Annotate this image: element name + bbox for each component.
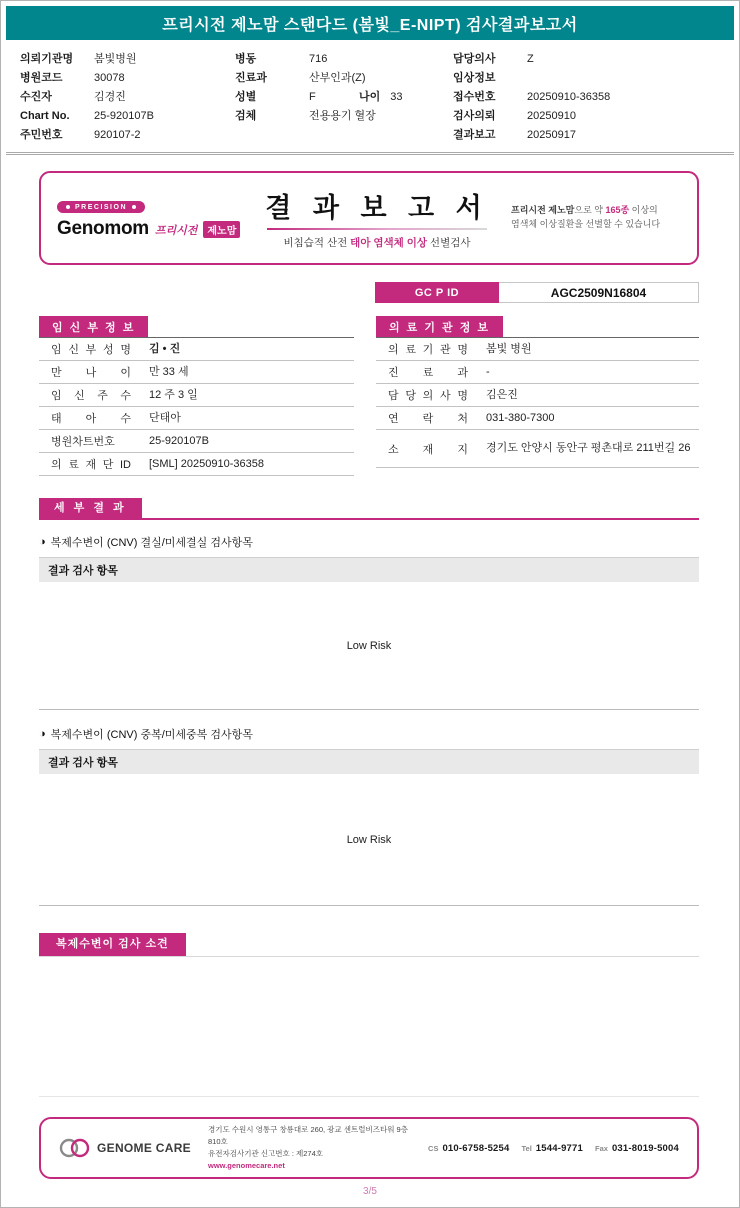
- footer-address-block: [204, 1124, 415, 1172]
- table-row: [376, 430, 699, 468]
- field-value: 716: [309, 53, 328, 65]
- field-label: 담당의사: [453, 53, 496, 65]
- page-title: 프리시전 제노맘 스탠다드 (봄빛_E-NIPT) 검사결과보고서: [6, 6, 734, 40]
- field-label: 나이: [359, 91, 381, 103]
- badge-dot-icon: [132, 205, 136, 209]
- contact-fax: [595, 1143, 679, 1154]
- row-value: 만 33 세: [149, 365, 189, 378]
- field-label: 검체: [235, 110, 257, 122]
- row-label: 임 신 주 수: [51, 390, 131, 402]
- row-value: 단태아: [149, 411, 181, 424]
- contact-cs: [428, 1143, 509, 1154]
- field-value: 20250910-36358: [527, 91, 611, 103]
- row-label: 임 신 부 성 명: [51, 344, 131, 356]
- maternal-info-table: [39, 316, 354, 476]
- contact-value: 031-8019-5004: [611, 1142, 679, 1154]
- cnv-findings-section-header: [39, 933, 699, 956]
- field-label: 성별: [235, 91, 257, 103]
- field-value: 산부인과(Z): [309, 72, 366, 84]
- row-value: 김 • 진: [149, 342, 181, 355]
- report-title-block: [243, 186, 511, 250]
- genomecare-logo-icon: [59, 1137, 91, 1159]
- report-body: [39, 171, 699, 1097]
- row-label: 연 락 처: [388, 413, 468, 425]
- footer-website-link[interactable]: www.genomecare.net: [207, 1161, 285, 1170]
- institution-info-table: [376, 316, 699, 468]
- row-value: 봄빛 병원: [486, 342, 532, 355]
- info-row: [453, 107, 720, 126]
- subtitle-suffix: 선별검사: [427, 237, 471, 249]
- table-row: [376, 407, 699, 430]
- cnv-deletion-table-header: 결과 검사 항목: [39, 557, 699, 582]
- row-value: [SML] 20250910-36358: [149, 457, 264, 470]
- info-row: [20, 50, 235, 69]
- cnv-deletion-heading-text: 복제수변이 (CNV) 결실/미세결실 검사항목: [50, 537, 253, 550]
- field-value: 김경진: [94, 91, 126, 103]
- field-value: 920107-2: [94, 129, 141, 141]
- row-value: -: [486, 365, 490, 378]
- info-row: [20, 69, 235, 88]
- precision-badge-label: PRECISION: [75, 203, 128, 211]
- half-circle-icon: ◑: [39, 536, 46, 549]
- info-tables: [39, 316, 699, 476]
- field-value: 30078: [94, 72, 125, 84]
- gcpid-label: GC P ID: [375, 282, 499, 303]
- table-row: [39, 384, 354, 407]
- report-subtitle: [249, 235, 505, 250]
- field-label: 임상정보: [453, 72, 496, 84]
- cnv-deletion-result: Low Risk: [346, 639, 392, 652]
- field-value: 25-920107B: [94, 110, 154, 122]
- info-row: [235, 69, 453, 88]
- badge-dot-icon: [66, 205, 70, 209]
- contact-label: Fax: [595, 1143, 608, 1153]
- cnv-findings-body: [39, 957, 699, 1097]
- field-label: 수진자: [20, 91, 52, 103]
- row-label: 태 아 수: [51, 413, 131, 425]
- subtitle-highlight: 태아 염색체 이상: [350, 237, 428, 249]
- tagline-rest: 이상의: [629, 205, 658, 216]
- contact-label: Tel: [521, 1143, 532, 1153]
- field-label: 결과보고: [453, 129, 496, 141]
- precision-badge: [57, 201, 145, 213]
- cnv-duplication-table-header: 결과 검사 항목: [39, 749, 699, 774]
- info-row: [20, 126, 235, 145]
- cnv-deletion-result-area: [39, 582, 699, 710]
- contact-tel: [522, 1143, 584, 1154]
- cnv-duplication-result: Low Risk: [346, 833, 392, 846]
- title-underline: [267, 228, 487, 230]
- info-row: [235, 107, 453, 126]
- row-label: 만 나 이: [51, 367, 131, 379]
- cnv-deletion-heading: [39, 534, 699, 550]
- report-tagline: [511, 204, 681, 232]
- footer: [39, 1117, 699, 1179]
- field-value: 20250917: [527, 129, 576, 141]
- info-row: [235, 50, 453, 69]
- gcpid-value: AGC2509N16804: [499, 282, 699, 303]
- tagline-highlight: 165종: [605, 205, 630, 216]
- brand-line: [57, 218, 243, 240]
- footer-contacts: [428, 1143, 679, 1154]
- field-value: 20250910: [527, 110, 576, 122]
- patient-header-col-1: [20, 50, 235, 145]
- field-label: 진료과: [235, 72, 267, 84]
- gcpid-row: [39, 282, 699, 303]
- report-header-card: [39, 171, 699, 265]
- table-row: [39, 407, 354, 430]
- info-row: [20, 88, 235, 107]
- field-label: Chart No.: [20, 110, 70, 122]
- info-row: [20, 107, 235, 126]
- field-value: 전용용기 혈장: [309, 110, 376, 122]
- info-row: [453, 69, 720, 88]
- institution-info-rows: [376, 337, 699, 468]
- table-row: [39, 430, 354, 453]
- contact-value: 1544-9771: [535, 1142, 584, 1154]
- field-label: 검사의뢰: [453, 110, 496, 122]
- field-value: 33: [390, 91, 403, 103]
- info-row: [235, 88, 453, 107]
- subtitle-prefix: 비침습적 산전: [283, 237, 351, 249]
- maternal-info-rows: [39, 337, 354, 476]
- brand-name: Genomom: [57, 218, 149, 239]
- cnv-duplication-result-area: [39, 774, 699, 906]
- genomom-logo: [57, 196, 243, 240]
- field-label: 의뢰기관명: [20, 53, 74, 65]
- row-label: 병원차트번호: [51, 436, 115, 448]
- table-row: [376, 338, 699, 361]
- field-label: 접수번호: [453, 91, 496, 103]
- table-row: [39, 453, 354, 476]
- footer-license: 유전자검사기관 신고번호 : 제274호: [207, 1149, 324, 1158]
- patient-header: [6, 40, 734, 155]
- tagline-line2: 염색체 이상질환을 선별할 수 있습니다: [511, 219, 661, 229]
- table-row: [39, 361, 354, 384]
- patient-header-col-3: [453, 50, 720, 145]
- brand-name-kr-badge: 제노맘: [203, 221, 240, 238]
- field-label: 병원코드: [20, 72, 63, 84]
- page-number: 3/5: [363, 1186, 377, 1197]
- half-circle-icon: ◑: [39, 728, 46, 741]
- row-value: 031-380-7300: [486, 411, 555, 424]
- row-label: 담 당 의 사 명: [388, 390, 468, 402]
- table-row: [39, 338, 354, 361]
- cnv-duplication-heading: [39, 726, 699, 742]
- institution-info-header: 의 료 기 관 정 보: [376, 316, 503, 337]
- row-label: 의 료 재 단 ID: [51, 459, 131, 471]
- tagline-mid: 으로 약: [574, 205, 606, 216]
- row-label: 의 료 기 관 명: [388, 344, 468, 356]
- table-row: [376, 361, 699, 384]
- field-value: 봄빛병원: [94, 53, 137, 65]
- footer-brand-name: GENOME CARE: [97, 1141, 191, 1155]
- contact-label: CS: [428, 1143, 439, 1153]
- row-value: 25-920107B: [149, 434, 209, 447]
- table-row: [376, 384, 699, 407]
- cnv-findings-title: 복제수변이 검사 소견: [39, 933, 186, 955]
- field-label: 병동: [235, 53, 257, 65]
- contact-value: 010-6758-5254: [442, 1142, 510, 1154]
- brand-name-kr: 프리시전: [154, 225, 198, 237]
- row-value: 경기도 안양시 동안구 평촌대로 211번길 26: [486, 442, 691, 455]
- field-label: 주민번호: [20, 129, 63, 141]
- info-row: [453, 126, 720, 145]
- row-label: 진 료 과: [388, 367, 468, 379]
- row-value: 12 주 3 일: [149, 388, 198, 401]
- cnv-duplication-heading-text: 복제수변이 (CNV) 중복/미세중복 검사항목: [50, 729, 253, 742]
- report-title: 결 과 보 고 서: [265, 193, 489, 223]
- field-value: F: [309, 91, 316, 103]
- row-label: 소 재 지: [388, 443, 468, 456]
- info-row: [453, 88, 720, 107]
- footer-address: 경기도 수원시 영통구 창룡대로 260, 광교 센트럴비즈타워 9층 810호: [207, 1125, 408, 1146]
- tagline-bold: 프리시전 제노맘: [511, 205, 575, 216]
- row-value: 김은진: [486, 388, 518, 401]
- field-value: Z: [527, 53, 534, 65]
- detail-results-title: 세 부 결 과: [39, 498, 142, 518]
- genomecare-logo: [59, 1137, 191, 1159]
- detail-results-section-header: [39, 498, 699, 520]
- patient-header-col-2: [235, 50, 453, 145]
- maternal-info-header: 임 신 부 정 보: [39, 316, 148, 337]
- info-row: [453, 50, 720, 69]
